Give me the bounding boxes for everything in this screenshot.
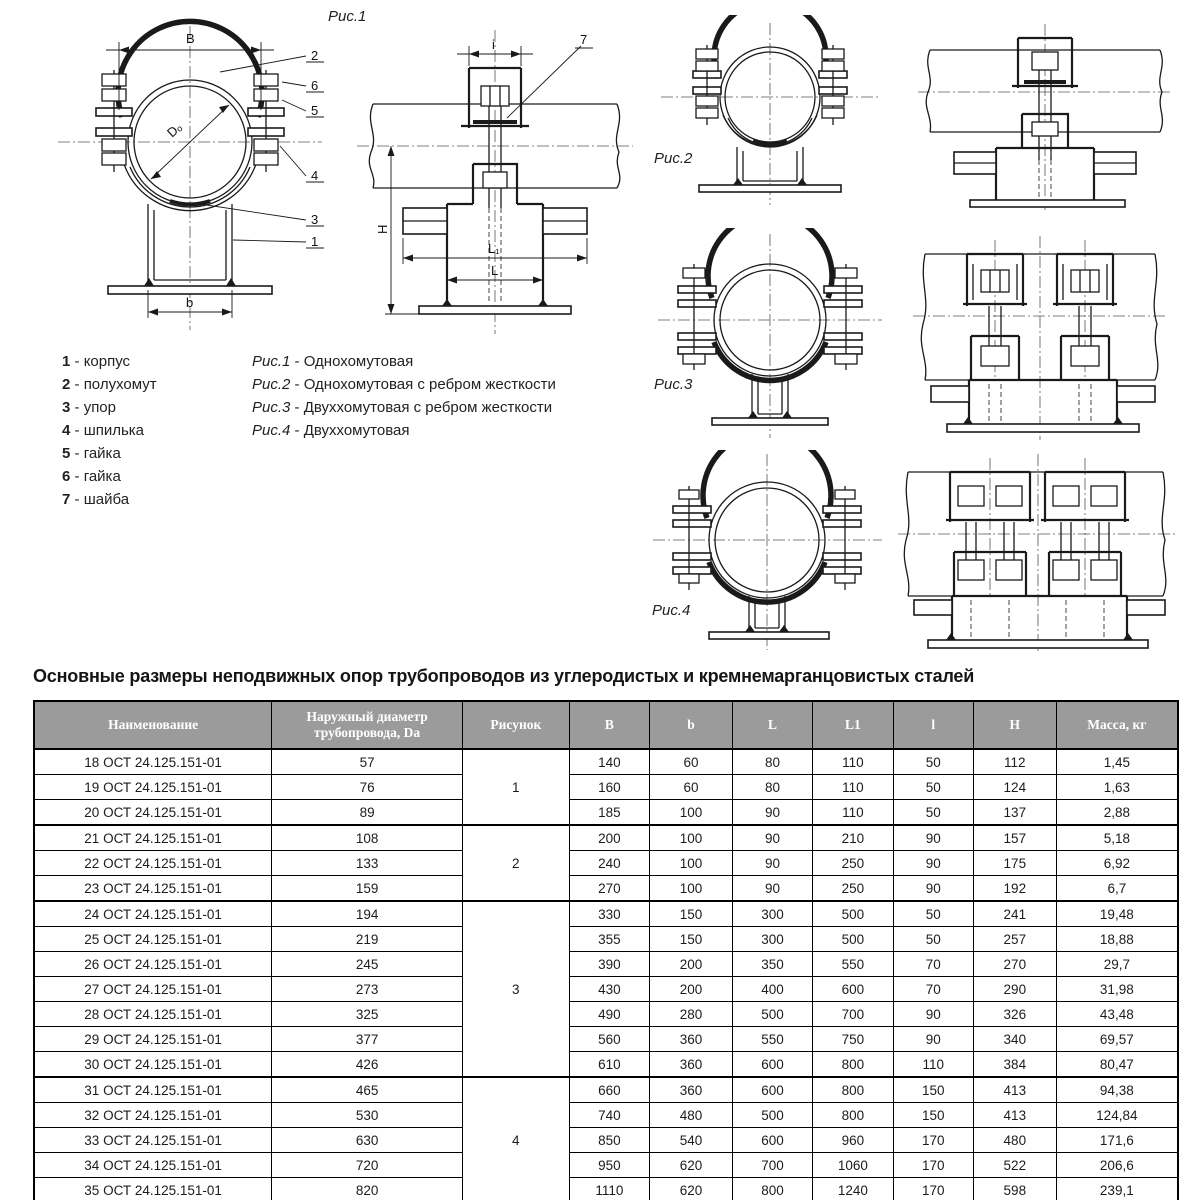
table-cell: 430 (569, 977, 649, 1002)
fig4-front-drawing (645, 450, 890, 655)
table-cell: 700 (732, 1153, 812, 1178)
table-cell: 530 (272, 1103, 463, 1128)
table-cell: 426 (272, 1052, 463, 1078)
table-cell: 377 (272, 1027, 463, 1052)
table-cell: 94,38 (1056, 1077, 1178, 1103)
table-cell: 19 ОСТ 24.125.151-01 (34, 775, 272, 800)
table-cell: 210 (813, 825, 893, 851)
table-header-row (34, 701, 1178, 749)
table-cell: 325 (272, 1002, 463, 1027)
table-cell: 610 (569, 1052, 649, 1078)
dim-label-L1: L₁ (488, 241, 500, 256)
table-cell: 1060 (813, 1153, 893, 1178)
table-cell: 600 (732, 1128, 812, 1153)
table-cell: 160 (569, 775, 649, 800)
table-cell: 720 (272, 1153, 463, 1178)
table-cell: 6,92 (1056, 851, 1178, 876)
table-cell: 90 (893, 851, 973, 876)
table-cell: 200 (650, 977, 733, 1002)
table-cell: 1110 (569, 1178, 649, 1200)
table-cell: 360 (650, 1052, 733, 1078)
callout-2: 2 (311, 48, 319, 63)
table-cell: 90 (732, 851, 812, 876)
legend-item: 7 - шайба (62, 491, 130, 508)
legend-item: 5 - гайка (62, 445, 121, 462)
table-cell: 34 ОСТ 24.125.151-01 (34, 1153, 272, 1178)
dimensions-table (33, 700, 1179, 1200)
table-cell: 80 (732, 775, 812, 800)
table-cell: 25 ОСТ 24.125.151-01 (34, 927, 272, 952)
table-cell: 850 (569, 1128, 649, 1153)
table-cell: 465 (272, 1077, 463, 1103)
dim-label-L: L (491, 263, 499, 278)
table-body (34, 749, 1178, 1200)
table-cell: 400 (732, 977, 812, 1002)
table-cell: 90 (732, 825, 812, 851)
table-cell: 245 (272, 952, 463, 977)
table-cell: 31,98 (1056, 977, 1178, 1002)
fig2-caption: Рис.2 (654, 150, 693, 167)
table-cell: 355 (569, 927, 649, 952)
table-cell: 100 (650, 825, 733, 851)
table-cell: 250 (813, 876, 893, 902)
dim-label-Do: Dₒ (163, 119, 185, 141)
table-cell: 257 (973, 927, 1056, 952)
figure-number-cell: 1 (462, 749, 569, 825)
table-cell: 90 (893, 876, 973, 902)
table-cell: 90 (893, 1027, 973, 1052)
table-row (34, 851, 1178, 876)
table-cell: 23 ОСТ 24.125.151-01 (34, 876, 272, 902)
table-title: Основные размеры неподвижных опор трубопроводов из углеродистых и кремнемарганцовистых сталей (33, 666, 975, 686)
legend-item: 6 - гайка (62, 468, 121, 485)
table-row (34, 825, 1178, 851)
table-cell: 171,6 (1056, 1128, 1178, 1153)
figure-caption-item: Рис.1 - Однохомутовая (252, 353, 414, 370)
table-cell: 413 (973, 1103, 1056, 1128)
table-cell: 2,88 (1056, 800, 1178, 826)
table-cell: 100 (650, 876, 733, 902)
table-cell: 33 ОСТ 24.125.151-01 (34, 1128, 272, 1153)
table-cell: 550 (732, 1027, 812, 1052)
legend-item: 2 - полухомут (62, 376, 157, 393)
table-cell: 630 (272, 1128, 463, 1153)
table-cell: 175 (973, 851, 1056, 876)
table-row (34, 1052, 1178, 1078)
table-cell: 19,48 (1056, 901, 1178, 927)
table-cell: 480 (650, 1103, 733, 1128)
table-cell: 200 (650, 952, 733, 977)
table-cell: 150 (893, 1103, 973, 1128)
table-cell: 50 (893, 800, 973, 826)
table-row (34, 1103, 1178, 1128)
table-cell: 110 (893, 1052, 973, 1078)
fig1-front-drawing (50, 12, 330, 342)
table-cell: 69,57 (1056, 1027, 1178, 1052)
table-cell: 57 (272, 749, 463, 775)
table-cell: 800 (813, 1103, 893, 1128)
table-cell: 660 (569, 1077, 649, 1103)
table-cell: 32 ОСТ 24.125.151-01 (34, 1103, 272, 1128)
table-cell: 21 ОСТ 24.125.151-01 (34, 825, 272, 851)
table-cell: 340 (973, 1027, 1056, 1052)
table-cell: 29 ОСТ 24.125.151-01 (34, 1027, 272, 1052)
figure-caption-item: Рис.2 - Однохомутовая с ребром жесткости (252, 376, 556, 393)
table-cell: 800 (732, 1178, 812, 1200)
col-header-diameter: Наружный диаметр трубопровода, Da (272, 701, 463, 749)
figure-caption-item: Рис.3 - Двуххомутовая с ребром жесткости (252, 399, 553, 416)
fig4-caption: Рис.4 (652, 602, 691, 619)
table-cell: 27 ОСТ 24.125.151-01 (34, 977, 272, 1002)
fig1-caption: Рис.1 (328, 8, 367, 25)
table-cell: 390 (569, 952, 649, 977)
table-cell: 620 (650, 1153, 733, 1178)
table-cell: 273 (272, 977, 463, 1002)
table-row (34, 1178, 1178, 1200)
table-cell: 43,48 (1056, 1002, 1178, 1027)
table-cell: 250 (813, 851, 893, 876)
table-cell: 500 (732, 1103, 812, 1128)
table-cell: 150 (650, 901, 733, 927)
col-header-b: b (650, 701, 733, 749)
legend-item: 1 - корпус (62, 353, 131, 370)
table-cell: 960 (813, 1128, 893, 1153)
table-cell: 560 (569, 1027, 649, 1052)
table-cell: 22 ОСТ 24.125.151-01 (34, 851, 272, 876)
callout-1: 1 (311, 234, 319, 249)
table-cell: 490 (569, 1002, 649, 1027)
table-cell: 100 (650, 800, 733, 826)
callout-4: 4 (311, 168, 319, 183)
table-cell: 90 (893, 1002, 973, 1027)
table-row (34, 901, 1178, 927)
table-cell: 150 (893, 1077, 973, 1103)
table-cell: 20 ОСТ 24.125.151-01 (34, 800, 272, 826)
table-cell: 500 (813, 927, 893, 952)
table-cell: 50 (893, 775, 973, 800)
table-cell: 206,6 (1056, 1153, 1178, 1178)
table-cell: 35 ОСТ 24.125.151-01 (34, 1178, 272, 1200)
table-cell: 330 (569, 901, 649, 927)
fig3-caption: Рис.3 (654, 376, 693, 393)
table-cell: 598 (973, 1178, 1056, 1200)
table-cell: 820 (272, 1178, 463, 1200)
table-row (34, 1153, 1178, 1178)
figure-number-cell: 2 (462, 825, 569, 901)
table-cell: 620 (650, 1178, 733, 1200)
table-cell: 70 (893, 952, 973, 977)
table-cell: 550 (813, 952, 893, 977)
table-cell: 28 ОСТ 24.125.151-01 (34, 1002, 272, 1027)
table-cell: 112 (973, 749, 1056, 775)
figure-number-cell: 3 (462, 901, 569, 1077)
legend-item: 3 - упор (62, 399, 116, 416)
table-cell: 1240 (813, 1178, 893, 1200)
table-cell: 241 (973, 901, 1056, 927)
table-cell: 50 (893, 927, 973, 952)
fig1-side-drawing (345, 12, 645, 342)
table-cell: 413 (973, 1077, 1056, 1103)
col-header-B: B (569, 701, 649, 749)
table-cell: 500 (813, 901, 893, 927)
col-header-L1: L1 (813, 701, 893, 749)
table-cell: 350 (732, 952, 812, 977)
table-cell: 170 (893, 1153, 973, 1178)
table-cell: 31 ОСТ 24.125.151-01 (34, 1077, 272, 1103)
table-cell: 18 ОСТ 24.125.151-01 (34, 749, 272, 775)
table-cell: 108 (272, 825, 463, 851)
legend-figures (252, 350, 556, 442)
table-cell: 750 (813, 1027, 893, 1052)
legend-item: 4 - шпилька (62, 422, 145, 439)
table-cell: 124,84 (1056, 1103, 1178, 1128)
dim-label-i: i (492, 37, 495, 52)
table-cell: 290 (973, 977, 1056, 1002)
table-cell: 170 (893, 1128, 973, 1153)
table-row (34, 749, 1178, 775)
table-cell: 150 (650, 927, 733, 952)
table-cell: 76 (272, 775, 463, 800)
table-cell: 124 (973, 775, 1056, 800)
table-cell: 24 ОСТ 24.125.151-01 (34, 901, 272, 927)
col-header-l: l (893, 701, 973, 749)
table-cell: 239,1 (1056, 1178, 1178, 1200)
table-cell: 60 (650, 775, 733, 800)
table-cell: 159 (272, 876, 463, 902)
table-row (34, 1077, 1178, 1103)
table-cell: 240 (569, 851, 649, 876)
table-cell: 740 (569, 1103, 649, 1128)
table-cell: 600 (732, 1077, 812, 1103)
table-cell: 800 (813, 1077, 893, 1103)
table-cell: 950 (569, 1153, 649, 1178)
table-cell: 157 (973, 825, 1056, 851)
dim-label-H: H (375, 224, 390, 234)
callout-6: 6 (311, 78, 319, 93)
table-cell: 137 (973, 800, 1056, 826)
table-cell: 90 (893, 825, 973, 851)
table-cell: 300 (732, 927, 812, 952)
table-cell: 5,18 (1056, 825, 1178, 851)
table-cell: 133 (272, 851, 463, 876)
table-cell: 170 (893, 1178, 973, 1200)
fig3-side-drawing (893, 228, 1188, 443)
table-cell: 194 (272, 901, 463, 927)
col-header-name: Наименование (34, 701, 272, 749)
table-cell: 110 (813, 749, 893, 775)
table-cell: 540 (650, 1128, 733, 1153)
table-cell: 90 (732, 800, 812, 826)
table-cell: 110 (813, 775, 893, 800)
table-cell: 360 (650, 1077, 733, 1103)
table-cell: 600 (732, 1052, 812, 1078)
figure-number-cell: 4 (462, 1077, 569, 1200)
table-cell: 80,47 (1056, 1052, 1178, 1078)
table-cell: 50 (893, 901, 973, 927)
table-cell: 600 (813, 977, 893, 1002)
callout-7: 7 (580, 32, 588, 47)
table-row (34, 927, 1178, 952)
table-cell: 1,63 (1056, 775, 1178, 800)
callout-5: 5 (311, 103, 319, 118)
table-cell: 60 (650, 749, 733, 775)
table-cell: 522 (973, 1153, 1056, 1178)
table-cell: 500 (732, 1002, 812, 1027)
col-header-figure: Рисунок (462, 701, 569, 749)
table-cell: 89 (272, 800, 463, 826)
table-cell: 384 (973, 1052, 1056, 1078)
table-cell: 480 (973, 1128, 1056, 1153)
table-cell: 270 (973, 952, 1056, 977)
table-row (34, 1002, 1178, 1027)
table-cell: 6,7 (1056, 876, 1178, 902)
table-cell: 185 (569, 800, 649, 826)
table-row (34, 775, 1178, 800)
table-cell: 326 (973, 1002, 1056, 1027)
table-cell: 80 (732, 749, 812, 775)
table-cell: 200 (569, 825, 649, 851)
table-cell: 100 (650, 851, 733, 876)
table-cell: 360 (650, 1027, 733, 1052)
table-row (34, 876, 1178, 902)
table-row (34, 1128, 1178, 1153)
col-header-mass: Масса, кг (1056, 701, 1178, 749)
table-cell: 26 ОСТ 24.125.151-01 (34, 952, 272, 977)
table-cell: 270 (569, 876, 649, 902)
table-cell: 110 (813, 800, 893, 826)
table-cell: 800 (813, 1052, 893, 1078)
table-cell: 192 (973, 876, 1056, 902)
table-cell: 70 (893, 977, 973, 1002)
table-cell: 140 (569, 749, 649, 775)
table-row (34, 1027, 1178, 1052)
table-cell: 90 (732, 876, 812, 902)
table-cell: 1,45 (1056, 749, 1178, 775)
table-row (34, 800, 1178, 826)
fig3-front-drawing (650, 228, 890, 443)
table-cell: 18,88 (1056, 927, 1178, 952)
col-header-H: H (973, 701, 1056, 749)
dim-label-b: b (186, 295, 194, 310)
legend-parts (62, 350, 157, 511)
callout-3: 3 (311, 212, 319, 227)
table-row (34, 952, 1178, 977)
table-cell: 280 (650, 1002, 733, 1027)
table-cell: 30 ОСТ 24.125.151-01 (34, 1052, 272, 1078)
table-cell: 29,7 (1056, 952, 1178, 977)
fig4-side-drawing (878, 448, 1193, 658)
dim-label-B: B (186, 31, 195, 46)
figure-caption-item: Рис.4 - Двуххомутовая (252, 422, 410, 439)
table-cell: 700 (813, 1002, 893, 1027)
table-row (34, 977, 1178, 1002)
table-cell: 300 (732, 901, 812, 927)
fig2-side-drawing (900, 10, 1190, 215)
table-cell: 219 (272, 927, 463, 952)
fig2-front-drawing (655, 15, 885, 210)
col-header-L: L (732, 701, 812, 749)
table-cell: 50 (893, 749, 973, 775)
